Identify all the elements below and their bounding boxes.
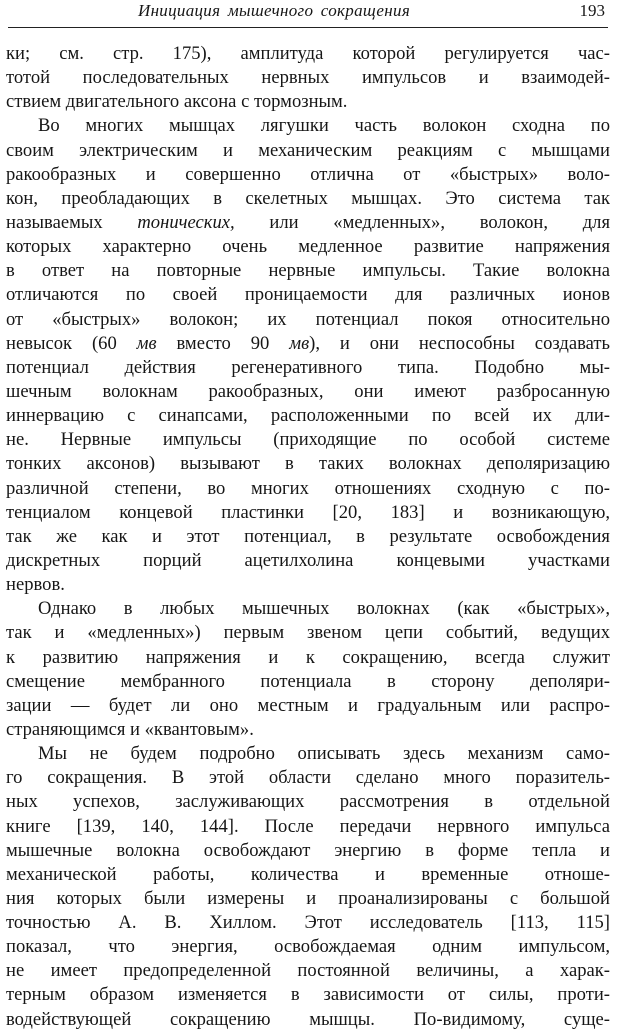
text-line: тонких аксонов) вызывают в таких волокнах деполяризацию [6, 453, 610, 475]
text-line: не имеет предопределенной постоянной величины, а харак- [6, 960, 610, 982]
text-line: мышечные волокна освобождают энергию в форме тепла и [6, 839, 610, 861]
text-line: нервов. [6, 574, 65, 596]
text-segment: невысок (60 [6, 332, 137, 354]
text-line: не. Нервные импульсы (приходящие по особой системе [6, 429, 610, 451]
text-line: тотой последовательных нервных импульсов и взаимодей- [6, 67, 610, 89]
text-segment: вместо 90 [156, 332, 290, 354]
text-line [6, 211, 610, 235]
text-line: своим электрическим и механическим реакциям с мышцами [6, 139, 610, 161]
text-line: которых характерно очень медленное развитие напряжения [6, 236, 610, 258]
page-header [8, 0, 608, 28]
text-line: ки; см. стр. 175), амплитуда которой регулируется час- [6, 43, 610, 64]
italic-unit: мв [136, 332, 157, 354]
text-line: точностью А. В. Хиллом. Этот исследователь [113, 115] [6, 912, 610, 934]
text-line: кон, преобладающих в скелетных мышцах. Это система так [6, 187, 610, 209]
text-line: терным образом изменяется в зависимости от силы, проти- [6, 984, 610, 1006]
text-segment: ), и они неспособны создавать [309, 332, 610, 354]
text-line: Однако в любых мышечных волокнах (как «быстрых», [38, 598, 610, 620]
italic-unit: мв [289, 332, 310, 354]
text-line: водействующей сокращению мышцы. По-видимому, суще- [6, 1008, 610, 1030]
text-line: ных успехов, заслуживающих рассмотрения в отдельной [6, 791, 610, 813]
text-line: к развитию напряжения и к сокращению, всегда служит [6, 646, 610, 668]
text-line: так же как и этот потенциал, в результате освобождения [6, 525, 610, 547]
text-line: от «быстрых» волокон; их потенциал покоя относительно [6, 308, 610, 330]
text-line: в ответ на повторные нервные импульсы. Такие волокна [6, 260, 610, 282]
text-line: тенциалом концевой пластинки [20, 183] и возникающую, [6, 501, 610, 523]
text-line: зации — будет ли оно местным и градуальным или распро- [6, 694, 610, 716]
text-line [6, 332, 610, 356]
text-line: потенциал действия регенеративного типа. Подобно мы- [6, 356, 610, 378]
text-line: показал, что энергия, освобождаемая одним импульсом, [6, 936, 610, 958]
text-line: Во многих мышцах лягушки часть волокон сходна по [38, 115, 610, 137]
text-line: Мы не будем подробно описывать здесь механизм само- [38, 743, 610, 765]
text-line: ствием двигательного аксона с тормозным. [6, 91, 348, 113]
text-line: ния которых были измерены и проанализированы с большой [6, 887, 610, 909]
text-line: различной степени, во многих отношениях сходную с по- [6, 477, 610, 499]
text-line: отличаются по своей проницаемости для различных ионов [6, 284, 610, 306]
body-text [6, 42, 610, 1032]
text-line: дискретных порций ацетилхолина концевыми участками [6, 549, 610, 571]
text-segment: или «медленных», волокон, для [234, 211, 610, 233]
text-line: так и «медленных») первым звеном цепи событий, ведущих [6, 622, 610, 644]
text-line: смещение мембранного потенциала в сторону деполяри- [6, 670, 610, 692]
text-line: шечным волокнам ракообразных, они имеют разбросанную [6, 380, 610, 402]
page-number: 193 [579, 1, 605, 20]
text-segment: называемых [6, 211, 138, 233]
text-line: ракообразных и совершенно отлична от «быстрых» воло- [6, 163, 610, 185]
text-line: механической работы, количества и временные отноше- [6, 863, 610, 885]
text-line: го сокращения. В этой области сделано много поразитель- [6, 767, 610, 789]
italic-term: тонических, [137, 211, 235, 233]
text-line: иннервацию с синапсами, расположенными по всей их дли- [6, 405, 610, 427]
text-line: книге [139, 140, 144]. После передачи нервного импульса [6, 815, 610, 837]
running-title: Инициация мышечного сокращения [138, 1, 411, 20]
text-line: страняющимся и «квантовым». [6, 718, 254, 740]
